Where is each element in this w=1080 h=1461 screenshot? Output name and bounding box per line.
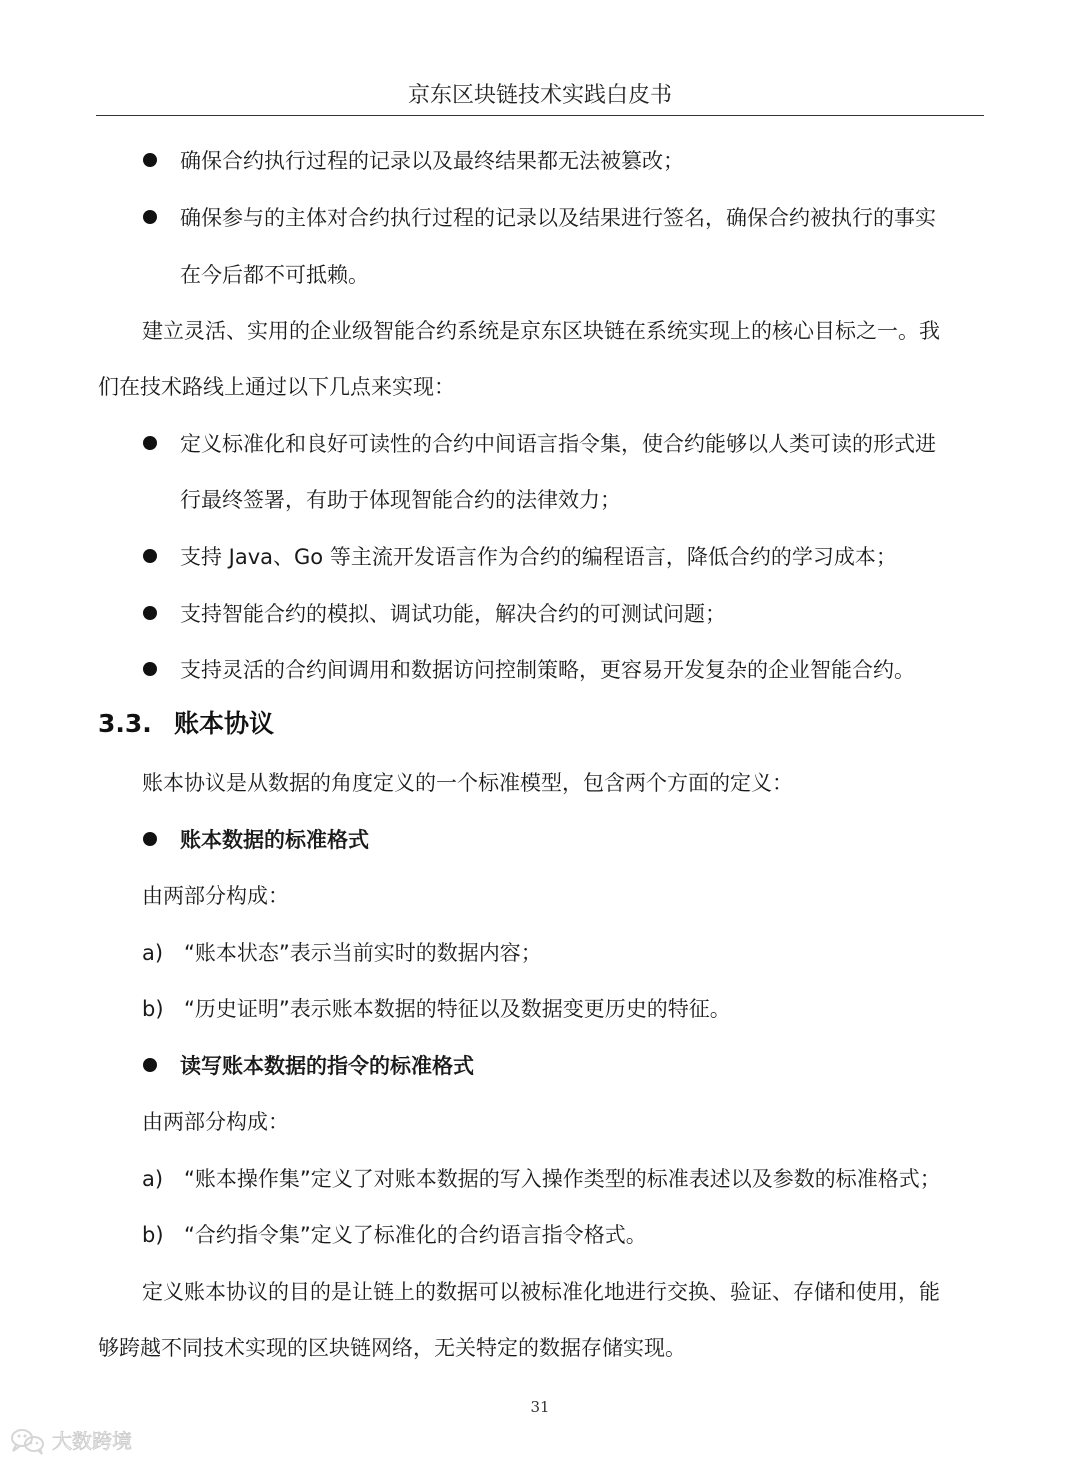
list-item: 定义标准化和良好可读性的合约中间语言指令集，使合约能够以人类可读的形式进 xyxy=(180,432,936,456)
subsection-title: 读写账本数据的指令的标准格式 xyxy=(180,1054,474,1078)
bullet-icon xyxy=(143,549,157,563)
enum-item: “合约指令集”定义了标准化的合约语言指令格式。 xyxy=(184,1223,647,1247)
page-number: 31 xyxy=(530,1398,550,1416)
section-title: 账本协议 xyxy=(174,709,275,738)
subsection-lead: 由两部分构成： xyxy=(142,1110,289,1134)
paragraph-line: 建立灵活、实用的企业级智能合约系统是京东区块链在系统实现上的核心目标之一。我 xyxy=(142,319,940,343)
header-divider xyxy=(96,115,984,116)
bullet-icon xyxy=(143,606,157,620)
section-intro: 账本协议是从数据的角度定义的一个标准模型，包含两个方面的定义： xyxy=(142,771,793,795)
subsection-title: 账本数据的标准格式 xyxy=(180,828,369,852)
list-item-continuation: 在今后都不可抵赖。 xyxy=(180,263,369,287)
paragraph-line: 定义账本协议的目的是让链上的数据可以被标准化地进行交换、验证、存储和使用，能 xyxy=(142,1280,940,1304)
enum-item: “账本操作集”定义了对账本数据的写入操作类型的标准表述以及参数的标准格式； xyxy=(184,1167,941,1191)
bullet-icon xyxy=(143,210,157,224)
enum-marker: a) xyxy=(142,1167,164,1191)
enum-marker: b) xyxy=(142,1223,164,1247)
subsection-lead: 由两部分构成： xyxy=(142,884,289,908)
enum-marker: b) xyxy=(142,997,164,1021)
paragraph-line: 够跨越不同技术实现的区块链网络，无关特定的数据存储实现。 xyxy=(98,1336,686,1360)
list-item: 确保合约执行过程的记录以及最终结果都无法被篡改； xyxy=(180,149,684,173)
bullet-icon xyxy=(143,1058,157,1072)
bullet-icon xyxy=(143,662,157,676)
bullet-icon xyxy=(143,153,157,167)
list-item: 支持灵活的合约间调用和数据访问控制策略，更容易开发复杂的企业智能合约。 xyxy=(180,658,915,682)
bullet-icon xyxy=(143,832,157,846)
section-heading xyxy=(98,706,274,742)
section-number: 3.3. xyxy=(98,709,152,738)
document-title: 京东区块链技术实践白皮书 xyxy=(407,83,672,108)
list-item: 支持智能合约的模拟、调试功能，解决合约的可测试问题； xyxy=(180,602,726,626)
svg-text:大数跨境: 大数跨境 xyxy=(52,1429,132,1453)
enum-item: “历史证明”表示账本数据的特征以及数据变更历史的特征。 xyxy=(184,997,731,1021)
watermark xyxy=(8,1424,148,1456)
bullet-icon xyxy=(143,436,157,450)
wechat-logo-icon xyxy=(8,1424,148,1456)
list-item-continuation: 行最终签署，有助于体现智能合约的法律效力； xyxy=(180,488,621,512)
enum-item: “账本状态”表示当前实时的数据内容； xyxy=(184,941,542,965)
list-item: 确保参与的主体对合约执行过程的记录以及结果进行签名，确保合约被执行的事实 xyxy=(180,206,936,230)
paragraph-line: 们在技术路线上通过以下几点来实现： xyxy=(98,375,455,399)
list-item: 支持 Java、Go 等主流开发语言作为合约的编程语言，降低合约的学习成本； xyxy=(180,545,897,569)
enum-marker: a) xyxy=(142,941,164,965)
